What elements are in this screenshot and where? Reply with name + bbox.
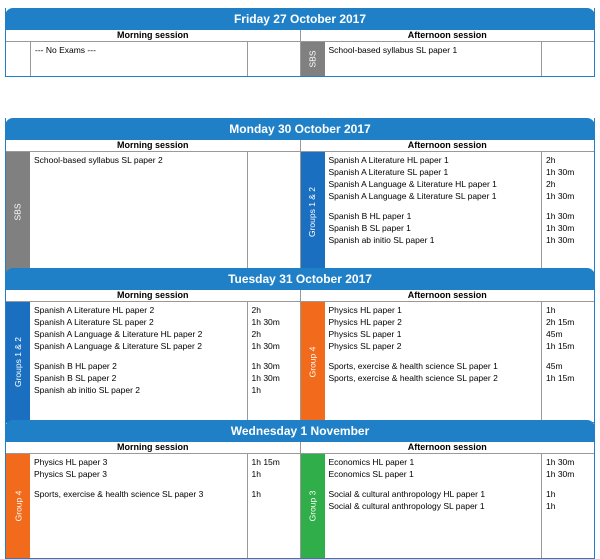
paper-name: Spanish A Language & Literature SL paper 1 bbox=[328, 191, 497, 201]
subject-group-label: Groups 1 & 2 bbox=[13, 336, 23, 388]
paper-duration: 1h 30m bbox=[251, 373, 280, 383]
paper-name: Spanish B HL paper 2 bbox=[34, 361, 117, 371]
paper-list bbox=[325, 42, 543, 76]
subject-group-label: Group 4 bbox=[307, 346, 318, 378]
paper-name: Economics HL paper 1 bbox=[328, 457, 415, 467]
session-header-row bbox=[6, 30, 594, 42]
day-title: Tuesday 31 October 2017 bbox=[5, 268, 595, 290]
paper-name: Sports, exercise & health science SL paper 1 bbox=[328, 361, 498, 371]
duration-list bbox=[248, 302, 300, 422]
afternoon-session-label: Afternoon session bbox=[407, 442, 487, 452]
afternoon-session-label: Afternoon session bbox=[407, 140, 487, 150]
row-spacer bbox=[329, 202, 538, 210]
subject-group-tag bbox=[6, 152, 30, 272]
paper-list bbox=[31, 42, 248, 76]
paper-duration: 2h bbox=[251, 329, 261, 339]
paper-name: Spanish ab initio SL paper 2 bbox=[34, 385, 141, 395]
day-block bbox=[5, 118, 595, 273]
paper-name: Spanish A Literature SL paper 1 bbox=[328, 167, 449, 177]
paper-duration: 2h 15m bbox=[546, 317, 575, 327]
morning-session-label: Morning session bbox=[6, 140, 301, 151]
paper-name: Spanish A Language & Literature SL paper 2 bbox=[34, 341, 202, 351]
paper-name: Physics SL paper 3 bbox=[34, 469, 107, 479]
afternoon-session-label: Afternoon session bbox=[407, 290, 487, 300]
paper-duration: 45m bbox=[546, 329, 563, 339]
paper-name: Sports, exercise & health science SL paper 3 bbox=[34, 489, 204, 499]
paper-duration bbox=[546, 44, 590, 56]
paper-list bbox=[325, 152, 543, 272]
day-body bbox=[6, 42, 594, 76]
row-spacer bbox=[252, 352, 296, 360]
paper-name: Spanish B SL paper 1 bbox=[328, 223, 411, 233]
duration-list bbox=[542, 454, 594, 558]
paper-name: Social & cultural anthropology SL paper 1 bbox=[328, 501, 485, 511]
afternoon-session bbox=[301, 454, 595, 558]
row-spacer bbox=[252, 480, 296, 488]
row-spacer bbox=[34, 480, 243, 488]
day-body bbox=[6, 302, 594, 422]
duration-list bbox=[248, 152, 300, 272]
morning-session-label: Morning session bbox=[6, 290, 301, 301]
day-title: Friday 27 October 2017 bbox=[5, 8, 595, 30]
paper-list bbox=[325, 302, 543, 422]
morning-session bbox=[6, 42, 301, 76]
row-spacer bbox=[546, 352, 590, 360]
subject-group-label: Groups 1 & 2 bbox=[307, 186, 318, 238]
afternoon-session-label: Afternoon session bbox=[407, 30, 487, 40]
paper-name: Physics HL paper 2 bbox=[328, 317, 402, 327]
subject-group-tag bbox=[301, 152, 325, 272]
paper-list bbox=[30, 152, 248, 272]
paper-duration: 1h 15m bbox=[546, 373, 575, 383]
paper-duration: 1h 30m bbox=[546, 223, 575, 233]
paper-name: Spanish A Literature HL paper 1 bbox=[328, 155, 449, 165]
row-spacer bbox=[546, 202, 590, 210]
duration-list bbox=[542, 42, 594, 76]
afternoon-session bbox=[301, 302, 595, 422]
morning-session-label: Morning session bbox=[6, 442, 301, 453]
row-spacer bbox=[34, 352, 243, 360]
paper-name: Spanish ab initio SL paper 1 bbox=[328, 235, 435, 245]
paper-duration: 1h 30m bbox=[546, 211, 575, 221]
subject-group-tag bbox=[301, 42, 325, 76]
paper-duration: 1h bbox=[546, 489, 556, 499]
paper-duration: 1h bbox=[251, 385, 261, 395]
paper-name: Spanish A Literature HL paper 2 bbox=[34, 305, 155, 315]
paper-duration: 2h bbox=[546, 179, 556, 189]
session-header-row bbox=[6, 140, 594, 152]
paper-list bbox=[325, 454, 543, 558]
day-body bbox=[6, 152, 594, 272]
paper-name: Spanish B HL paper 1 bbox=[328, 211, 412, 221]
paper-duration: 1h 30m bbox=[546, 235, 575, 245]
day-title: Monday 30 October 2017 bbox=[5, 118, 595, 140]
day-title: Wednesday 1 November bbox=[5, 420, 595, 442]
paper-duration: 1h 30m bbox=[546, 191, 575, 201]
paper-duration: 1h bbox=[251, 469, 261, 479]
subject-group-tag bbox=[301, 302, 325, 422]
subject-group-tag bbox=[6, 302, 30, 422]
paper-duration: 1h bbox=[546, 501, 556, 511]
paper-duration: 1h bbox=[251, 489, 261, 499]
paper-duration bbox=[252, 154, 296, 166]
paper-name: Physics HL paper 1 bbox=[328, 305, 402, 315]
morning-session-label: Morning session bbox=[6, 30, 301, 41]
morning-session bbox=[6, 152, 301, 272]
paper-list bbox=[30, 302, 248, 422]
row-spacer bbox=[329, 480, 538, 488]
paper-duration: 1h 15m bbox=[546, 341, 575, 351]
paper-list bbox=[30, 454, 248, 558]
subject-group-label: SBS bbox=[307, 50, 318, 68]
paper-duration: 1h 30m bbox=[251, 341, 280, 351]
duration-list bbox=[542, 152, 594, 272]
paper-duration: 1h 30m bbox=[546, 457, 575, 467]
session-header-row bbox=[6, 290, 594, 302]
day-block bbox=[5, 420, 595, 559]
morning-session bbox=[6, 454, 301, 558]
day-body bbox=[6, 454, 594, 558]
subject-group-tag bbox=[301, 454, 325, 558]
paper-duration: 1h 30m bbox=[546, 167, 575, 177]
paper-duration: 1h 15m bbox=[251, 457, 280, 467]
paper-name: Spanish A Literature SL paper 2 bbox=[34, 317, 154, 327]
row-spacer bbox=[546, 480, 590, 488]
morning-session bbox=[6, 302, 301, 422]
paper-duration: 2h bbox=[546, 155, 556, 165]
paper-name: Spanish B SL paper 2 bbox=[34, 373, 117, 383]
afternoon-session bbox=[301, 42, 595, 76]
paper-duration: 2h bbox=[251, 305, 261, 315]
subject-group-tag bbox=[6, 42, 31, 76]
paper-name: --- No Exams --- bbox=[35, 45, 96, 55]
duration-list bbox=[248, 454, 300, 558]
paper-name: Economics SL paper 1 bbox=[328, 469, 414, 479]
session-header-row bbox=[6, 442, 594, 454]
paper-name: School-based syllabus SL paper 1 bbox=[328, 45, 458, 55]
paper-duration: 1h 30m bbox=[546, 469, 575, 479]
paper-duration: 1h bbox=[546, 305, 556, 315]
paper-name: Physics SL paper 2 bbox=[328, 341, 402, 351]
day-block bbox=[5, 8, 595, 77]
paper-name: Spanish A Language & Literature HL paper 1 bbox=[328, 179, 497, 189]
paper-duration bbox=[252, 44, 296, 56]
paper-name: Sports, exercise & health science SL paper 2 bbox=[328, 373, 498, 383]
subject-group-label: Group 3 bbox=[307, 490, 318, 522]
duration-list bbox=[248, 42, 300, 76]
paper-name: Physics SL paper 1 bbox=[328, 329, 402, 339]
subject-group-tag bbox=[6, 454, 30, 558]
paper-name: School-based syllabus SL paper 2 bbox=[34, 155, 163, 165]
duration-list bbox=[542, 302, 594, 422]
paper-duration: 1h 30m bbox=[251, 361, 280, 371]
paper-name: Social & cultural anthropology HL paper 1 bbox=[328, 489, 486, 499]
paper-duration: 1h 30m bbox=[251, 317, 280, 327]
paper-duration: 45m bbox=[546, 361, 563, 371]
afternoon-session bbox=[301, 152, 595, 272]
paper-name: Physics HL paper 3 bbox=[34, 457, 108, 467]
day-block bbox=[5, 268, 595, 423]
paper-name: Spanish A Language & Literature HL paper 2 bbox=[34, 329, 203, 339]
subject-group-label: Group 4 bbox=[13, 490, 23, 522]
subject-group-label: SBS bbox=[12, 203, 23, 221]
row-spacer bbox=[329, 352, 538, 360]
